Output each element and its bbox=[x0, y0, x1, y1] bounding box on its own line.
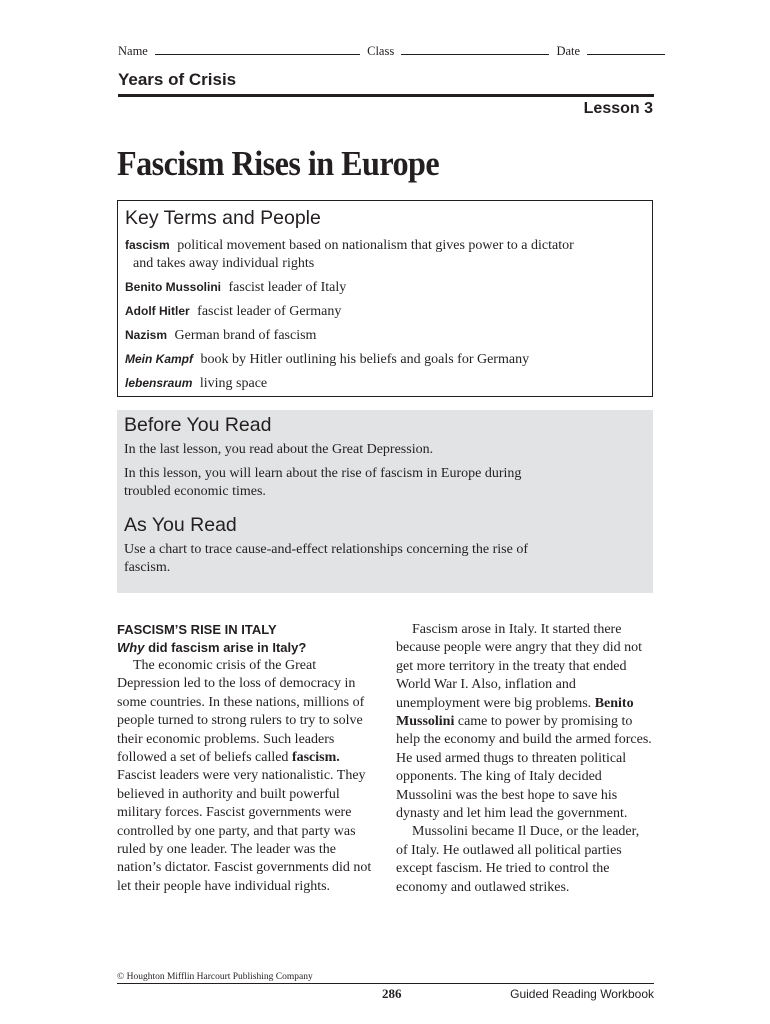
reading-guide-box bbox=[117, 410, 653, 593]
term-definition: living space bbox=[199, 376, 268, 391]
class-blank[interactable] bbox=[401, 44, 549, 55]
before-you-read-text: In the last lesson, you read about the Great Depression. bbox=[124, 442, 434, 457]
page-number: 286 bbox=[382, 986, 402, 1001]
term-lebensraum bbox=[125, 374, 644, 393]
workbook-title: Guided Reading Workbook bbox=[510, 987, 654, 1001]
right-column bbox=[396, 621, 654, 897]
name-blank[interactable] bbox=[155, 44, 360, 55]
footer-rule bbox=[117, 983, 654, 984]
page-title: Fascism Rises in Europe bbox=[117, 144, 440, 183]
section-heading: FASCISM’S RISE IN ITALY bbox=[117, 622, 277, 637]
as-you-read-text: Use a chart to trace cause-and-effect relationships concerning the rise of fascism. bbox=[124, 542, 528, 575]
before-you-read-heading: Before You Read bbox=[124, 414, 272, 436]
key-term-bold: Benito Mussolini bbox=[396, 695, 634, 730]
term-definition: German brand of fascism bbox=[174, 328, 317, 343]
term-fascism bbox=[125, 236, 644, 273]
left-column bbox=[117, 621, 373, 896]
term-label: Benito Mussolini bbox=[125, 280, 221, 294]
body-text: Fascist leaders were very nationalistic. They believed in authority and built powerful military forces. Fascist governments were controlled by one party, and that party was ruled by one leader. The leader was the nation’s dictator. Fascist governments did not let their people have individual rights. bbox=[117, 768, 372, 894]
term-adolf-hitler bbox=[125, 302, 644, 321]
copyright: © Houghton Mifflin Harcourt Publishing Company bbox=[117, 972, 313, 982]
date-label: Date bbox=[556, 44, 581, 58]
term-definition: fascist leader of Germany bbox=[197, 304, 342, 319]
question-why: Why bbox=[117, 640, 145, 655]
class-label: Class bbox=[367, 44, 395, 58]
header-rule bbox=[118, 94, 654, 97]
term-label: Adolf Hitler bbox=[125, 304, 190, 318]
key-term-bold: fascism. bbox=[291, 750, 340, 766]
body-paragraph: Mussolini became Il Duce, or the leader, of Italy. He outlawed all political parties except fascism. He tried to control the economy and outlawed strikes. bbox=[396, 824, 640, 895]
term-label: Nazism bbox=[125, 328, 168, 342]
body-text: The economic crisis of the Great Depression led to the loss of democracy in some countries. In these nations, millions of people turned to strong rulers to try to solve their economic problems. Such leaders followed a set of beliefs called bbox=[117, 658, 365, 766]
body-paragraph bbox=[117, 657, 373, 896]
term-definition: fascist leader of Italy bbox=[228, 280, 347, 295]
term-definition: book by Hitler outlining his beliefs and goals for Germany bbox=[200, 352, 530, 367]
question-rest: did fascism arise in Italy? bbox=[144, 640, 307, 655]
lesson-number: Lesson 3 bbox=[583, 100, 653, 117]
unit-title: Years of Crisis bbox=[118, 70, 237, 89]
term-nazism bbox=[125, 326, 644, 345]
term-label: lebensraum bbox=[125, 376, 193, 390]
name-class-date-line bbox=[118, 44, 653, 59]
term-definition-continued: and takes away individual rights bbox=[133, 256, 315, 271]
key-terms-box bbox=[117, 200, 653, 397]
name-label: Name bbox=[118, 44, 148, 58]
term-label: fascism bbox=[125, 238, 170, 252]
key-terms-heading: Key Terms and People bbox=[125, 207, 321, 229]
as-you-read-heading: As You Read bbox=[124, 514, 237, 536]
body-text: Fascism arose in Italy. It started there because people were angry that they did not get more territory in the treaty that ended World War I. Also, inflation and unemployment were big problems. bbox=[396, 622, 643, 711]
body-paragraph bbox=[396, 621, 654, 823]
section-question bbox=[117, 639, 373, 657]
term-mein-kampf bbox=[125, 350, 644, 369]
date-blank[interactable] bbox=[587, 44, 665, 55]
term-label: Mein Kampf bbox=[125, 352, 194, 366]
body-text: came to power by promising to help the economy and build the armed forces. He used armed thugs to threaten political opponents. The king of Italy decided Mussolini was the best hope to save his dynasty and let him lead the government. bbox=[396, 714, 652, 822]
term-benito-mussolini bbox=[125, 278, 644, 297]
term-definition: political movement based on nationalism that gives power to a dictator bbox=[177, 238, 574, 253]
before-you-read-text: In this lesson, you will learn about the rise of fascism in Europe during troubled economic times. bbox=[124, 466, 522, 499]
